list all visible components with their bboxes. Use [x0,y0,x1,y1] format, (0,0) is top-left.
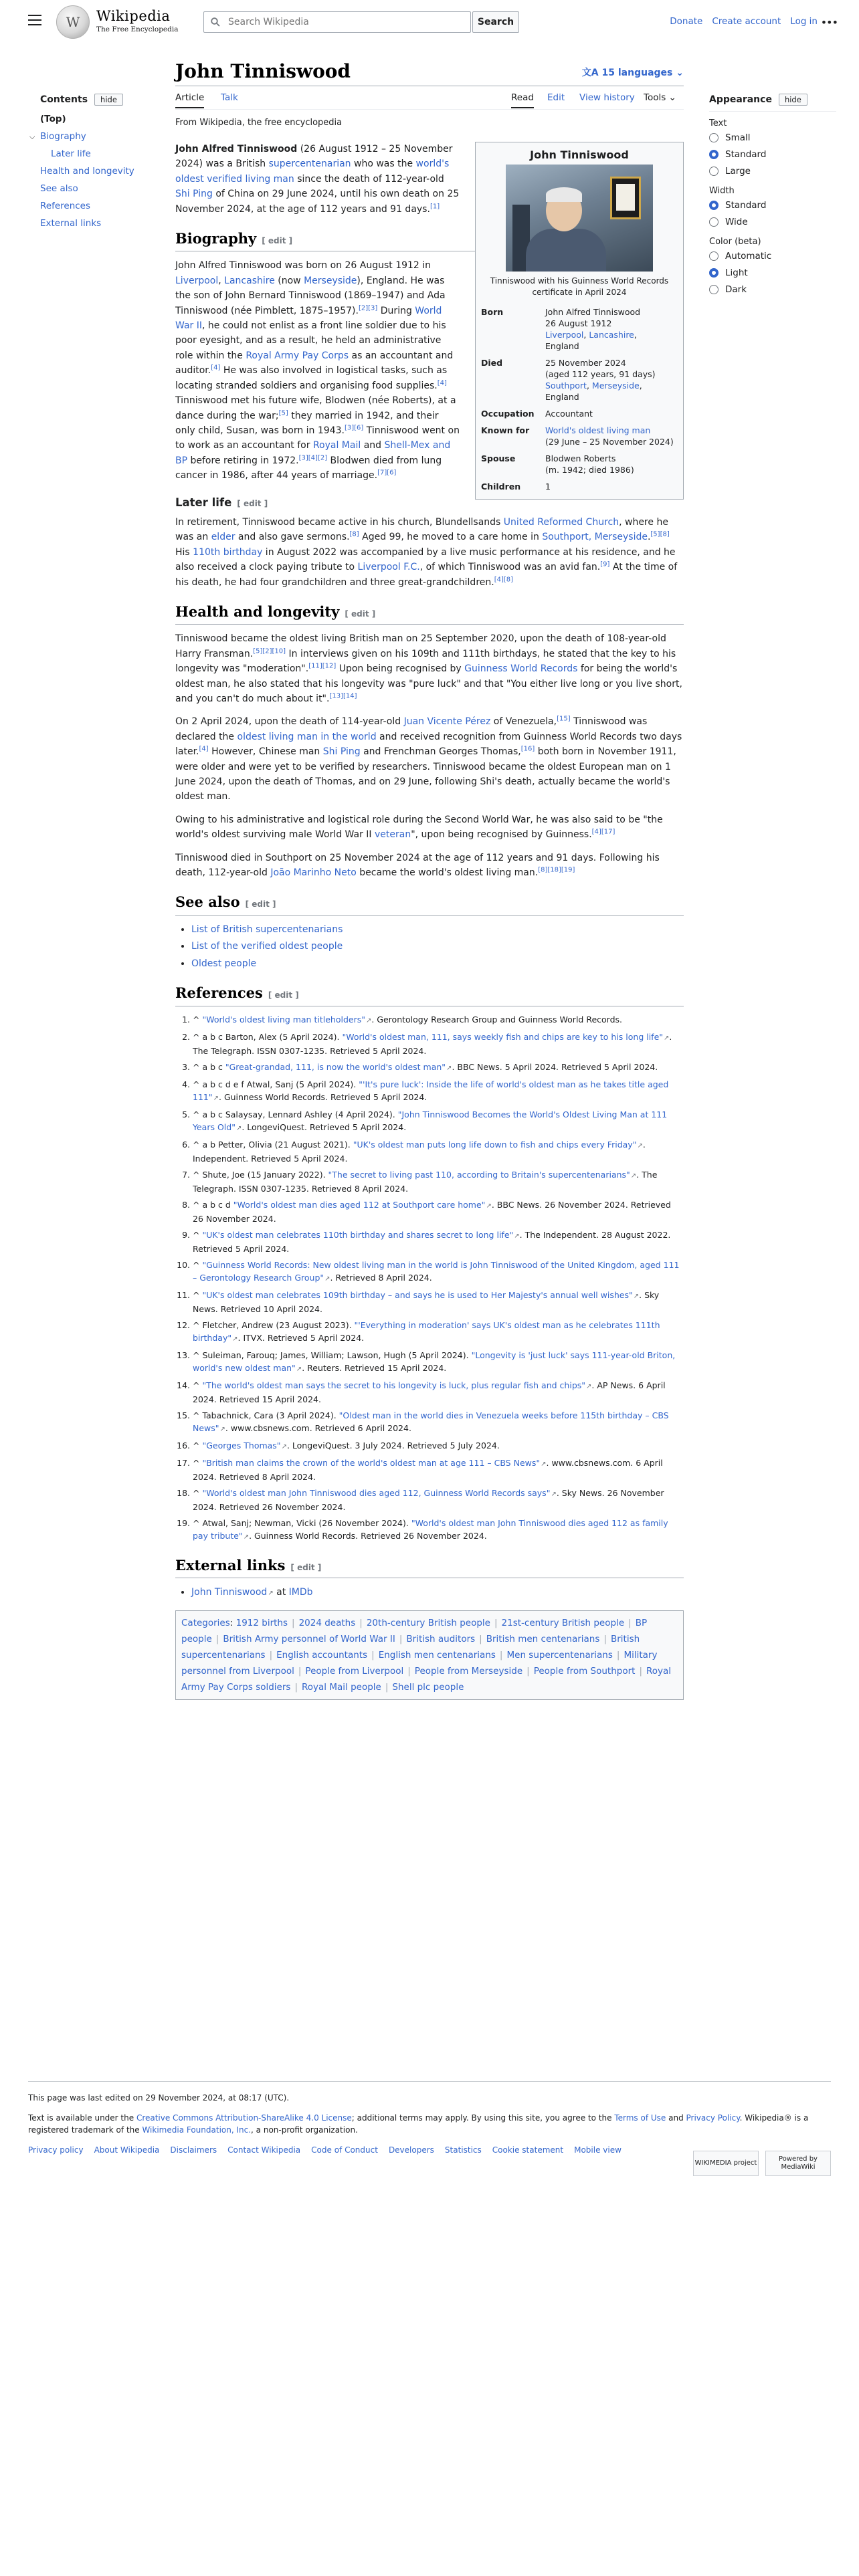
external-link-icon: ↗ [235,1124,242,1132]
reference-item: 5. ^ a b c Salaysay, Lennard Ashley (4 April 2024). "John Tinniswood Becomes the World's Oldest Living Man at 111 Years Old"↗. LongeviQuest. Retrieved 5 April 2024. [193,1108,684,1135]
reference-link[interactable]: "Great-grandad, 111, is now the world's oldest man" [225,1061,446,1072]
article-body [175,142,684,1700]
tab-view-history[interactable]: View history [579,92,635,103]
chevron-down-icon: ⌄ [666,92,676,103]
reference-item: 15. ^ Tabachnick, Cara (3 April 2024). "Oldest man in the world dies in Venezuela weeks before 115th birthday – CBS News"↗. www.cbsnews.com. Retrieved 6 April 2024. [193,1409,684,1436]
external-link-icon: ↗ [637,1142,643,1150]
code-of-conduct-link[interactable]: Code of Conduct [311,2145,378,2155]
portrait-image[interactable] [506,165,653,272]
toc-item-external-links[interactable]: External links [40,218,102,229]
text-standard-radio[interactable]: Standard [709,149,836,160]
shi-ping-link[interactable]: Shi Ping [175,189,213,200]
category-link[interactable]: British Army personnel of World War II [223,1634,395,1645]
reference-item: 16. ^ "Georges Thomas"↗. LongeviQuest. 3 July 2024. Retrieved 5 July 2024. [193,1439,684,1453]
text-small-radio[interactable]: Small [709,132,836,143]
log-in-link[interactable]: Log in [790,16,818,27]
mediawiki-badge[interactable]: Powered by MediaWiki [765,2151,831,2176]
reference-link[interactable]: "Guinness World Records: New oldest living man in the world is John Tinniswood of the United Kingdom, aged 111 – Gerontology Research Group" [193,1259,680,1283]
mobile-view-link[interactable]: Mobile view [574,2145,622,2155]
reference-item: 11. ^ "UK's oldest man celebrates 109th birthday – and says he is used to Her Majesty's annual well wishes"↗. Sky News. Retrieved 10 April 2024. [193,1289,684,1315]
external-link-icon: ↗ [232,1335,238,1343]
reference-link[interactable]: "Oldest man in the world dies in Venezuela weeks before 115th birthday – CBS News" [193,1410,669,1433]
statistics-link[interactable]: Statistics [444,2145,482,2155]
reference-link[interactable]: "World's oldest man dies aged 112 at Southport care home" [233,1199,486,1210]
category-link[interactable]: British supercentenarians [181,1634,640,1661]
certificate-frame-icon [610,177,641,219]
appearance-header: Appearance hide [709,94,836,112]
born-liverpool-link[interactable]: Liverpool [545,330,584,340]
edit-section-link[interactable]: [ edit ] [237,498,268,508]
width-wide-radio[interactable]: Wide [709,217,836,227]
categories-label[interactable]: Categories [181,1618,230,1629]
toc-title: Contents [40,94,88,105]
table-of-contents [29,94,167,235]
reference-link[interactable]: "John Tinniswood Becomes the World's Oldest Living Man at 111 Years Old" [193,1109,668,1132]
reference-item: 3. ^ a b c "Great-grandad, 111, is now the world's oldest man"↗. BBC News. 5 April 2024. Retrieved 5 April 2024. [193,1061,684,1075]
later-life-paragraph: In retirement, Tinniswood became active in his church, Blundellsands United Reformed Church, where he was an elder and also gave sermons.[8] Aged 99, he moved to a care home in Southport, Merseyside.[5][8] His 110th birthday in August 2022 was accompanied by a live music performance at his residence, and he also received a clock paying tribute to Liverpool F.C., of which Tinniswood was an avid fan.[9] At the time of his death, he had four grandchildren and three great-grandchildren.[4][8] [175,516,678,588]
category-link[interactable]: 21st-century British people [501,1618,625,1629]
wikipedia-tagline: The Free Encyclopedia [96,25,179,33]
category-link[interactable]: Royal Army Pay Corps soldiers [181,1666,672,1693]
infobox-table [480,304,679,495]
reference-link[interactable]: "Georges Thomas" [202,1440,281,1451]
category-link[interactable]: 20th-century British people [366,1618,490,1629]
infobox-title: John Tinniswood [530,148,629,161]
died-merseyside-link[interactable]: Merseyside [591,381,640,391]
external-link-icon: ↗ [213,1094,219,1102]
supercentenarian-link[interactable]: supercentenarian [268,158,351,170]
appearance-panel [709,94,836,304]
tab-edit[interactable]: Edit [547,92,565,103]
reference-item: 14. ^ "The world's oldest man says the secret to his longevity is luck, plus regular fish and chips"↗. AP News. 6 April 2024. Retrieved 15 April 2024. [193,1379,684,1406]
cookie-statement-link[interactable]: Cookie statement [492,2145,564,2155]
text-size-group: Text Small Standard Large [709,118,836,177]
reference-link[interactable]: "World's oldest man John Tinniswood dies aged 112 as family pay tribute" [193,1517,668,1541]
site-sub: From Wikipedia, the free encyclopedia [175,118,343,128]
toc-hide-button[interactable]: hide [94,94,123,106]
external-link-icon: ↗ [551,1490,557,1498]
category-link[interactable]: People from Southport [533,1666,636,1677]
color-automatic-radio[interactable]: Automatic [709,251,836,261]
tabs-divider [175,109,684,110]
health-paragraph-4: Tinniswood died in Southport on 25 November 2024 at the age of 112 years and 91 days. Following his death, 112-year-old João Marinho Neto became the world's oldest living man.[8][18][19] [175,852,660,879]
category-link[interactable]: Men supercentenarians [506,1650,613,1661]
reference-item: 12. ^ Fletcher, Andrew (23 August 2023). "'Everything in moderation' says UK's oldest man as he celebrates 111th birthday"↗. ITVX. Retrieved 5 April 2024. [193,1319,684,1346]
width-group: Width Standard Wide [709,186,836,227]
categories-box: Categories: 1912 births | 2024 deaths | 20th-century British people | 21st-century British people | BP people | British Army personnel of World War II | British auditors | British men centenarians | British supercentenarians | English accountants | English men centenarians | Men supercentenarians | Military personnel from Liverpool | People from Liverpool | People from Merseyside | People from Southport | Royal Army Pay Corps soldiers | Royal Mail people | Shell plc people [175,1610,684,1700]
references-list [193,1013,684,1543]
category-link[interactable]: People from Merseyside [414,1666,523,1677]
category-link[interactable]: English men centenarians [378,1650,496,1661]
appearance-hide-button[interactable]: hide [779,94,807,106]
infobox-row-died: Died 25 November 2024 (aged 112 years, 91 days) Southport, Merseyside, England [481,358,656,402]
external-link-icon: ↗ [633,1292,640,1300]
category-link[interactable]: People from Liverpool [305,1666,404,1677]
developers-link[interactable]: Developers [388,2145,434,2155]
reference-link[interactable]: "UK's oldest man celebrates 110th birthday and shares secret to long life" [202,1229,514,1240]
reference-link[interactable]: "World's oldest man, 111, says weekly fish and chips are key to his long life" [342,1031,664,1042]
text-large-radio[interactable]: Large [709,166,836,177]
external-link-icon: ↗ [324,1275,330,1283]
infobox-row-occupation: Occupation Accountant [481,409,593,419]
license-text: Text is available under the Creative Commons Attribution-ShareAlike 4.0 License; additional terms may apply. By using this site, you agree to the Terms of Use and Privacy Policy. Wikipedia® is a registered trademark of the Wikimedia Foundation, Inc., a non-profit organization. [28,2113,809,2135]
wikimedia-badge[interactable]: WIKIMEDIA project [693,2151,759,2176]
edit-section-link[interactable]: [ edit ] [245,899,276,909]
reference-item: 18. ^ "World's oldest man John Tinniswood dies aged 112, Guinness World Records says"↗. Sky News. 26 November 2024. Retrieved 26 November 2024. [193,1487,684,1513]
reference-link[interactable]: "British man claims the crown of the world's oldest man at age 111 – CBS News" [202,1457,541,1468]
tab-read[interactable]: Read [511,92,534,108]
citation[interactable]: [1] [430,202,440,210]
tab-talk[interactable]: Talk [221,92,238,103]
infobox-caption: Tinniswood with his Guinness World Records certificate in April 2024 [490,276,669,297]
list-item: • Oldest people [191,956,684,971]
category-link[interactable]: British auditors [406,1634,476,1645]
reference-item: 8. ^ a b c d "World's oldest man dies aged 112 at Southport care home"↗. BBC News. 26 November 2024. Retrieved 26 November 2024. [193,1198,684,1225]
reference-link[interactable]: "World's oldest living man titleholders" [202,1014,365,1025]
tab-article[interactable]: Article [175,92,204,108]
category-link[interactable]: 2024 deaths [298,1618,356,1629]
toc-item-health[interactable]: Health and longevity [40,166,134,177]
reference-item: 9. ^ "UK's oldest man celebrates 110th birthday and shares secret to long life"↗. The Independent. 28 August 2022. Retrieved 5 April 2024. [193,1228,684,1255]
color-dark-radio[interactable]: Dark [709,284,836,295]
category-link[interactable]: British men centenarians [486,1634,600,1645]
color-group: Color (beta) Automatic Light Dark [709,237,836,295]
reference-item: 4. ^ a b c d e f Atwal, Sanj (5 April 2024). "'It's pure luck': Inside the life of world's oldest man as he takes title aged 111"↗. Guinness World Records. Retrieved 5 April 2024. [193,1078,684,1105]
wikipedia-globe-logo[interactable] [56,5,90,39]
more-options-icon[interactable]: ••• [820,16,838,29]
reference-item: 1. ^ "World's oldest living man titleholders"↗. Gerontology Research Group and Guinness World Records. [193,1013,684,1027]
section-external-links: External links [ edit ] [175,1558,684,1578]
known-for-link[interactable]: World's oldest living man [545,425,651,435]
external-link-icon: ↗ [219,1425,225,1433]
external-links-list [191,1585,684,1601]
reference-item: 19. ^ Atwal, Sanj; Newman, Vicki (26 November 2024). "World's oldest man John Tinniswood dies aged 112 as family pay tribute"↗. Guinness World Records. Retrieved 26 November 2024. [193,1517,684,1543]
reference-link[interactable]: "UK's oldest man celebrates 109th birthday – and says he is used to Her Majesty's annual well wishes" [202,1289,633,1300]
health-paragraph-1: Tinniswood became the oldest living British man on 25 September 2020, upon the death of 108-year-old Harry Fransman.[5][2][10] In interviews given on his 109th and 111th birthdays, he stated that the key to his longevity was "moderation".[11][12] Upon being recognised by Guinness World Records for being the world's oldest man, he also stated that his longevity was "pure luck" and that "You either live long or you live short, and you can't do much about it".[13][14] [175,633,682,704]
edit-section-link[interactable]: [ edit ] [345,609,376,619]
imdb-name-link[interactable]: John Tinniswood [191,1586,268,1598]
search-button[interactable]: Search [472,11,519,33]
external-link-icon: ↗ [446,1064,452,1072]
infobox-row-born: Born John Alfred Tinniswood 26 August 1912 Liverpool, Lancashire, England [481,307,641,351]
chevron-down-icon: ⌄ [672,68,684,78]
search-input[interactable] [228,15,456,29]
last-edited: This page was last edited on 29 November 2024, at 08:17 (UTC). [28,2093,290,2103]
reference-item: 7. ^ Shute, Joe (15 January 2022). "The secret to living past 110, according to Britain's supercentenarians"↗. The Telegraph. ISSN 0307-1235. Retrieved 8 April 2024. [193,1168,684,1195]
external-link-icon: ↗ [296,1365,302,1373]
toc-item-biography[interactable]: ⌵ Biography [29,131,86,142]
external-link-icon: ↗ [541,1460,547,1468]
external-link-icon: ↗ [514,1232,520,1240]
search-box [203,11,471,33]
reference-link[interactable]: "Longevity is 'just luck' says 111-year-old Briton, world's new oldest man" [193,1350,676,1373]
edit-section-link[interactable]: [ edit ] [268,990,299,1000]
reference-item: 10. ^ "Guinness World Records: New oldest living man in the world is John Tinniswood of the United Kingdom, aged 111 – Gerontology Research Group"↗. Retrieved 8 April 2024. [193,1259,684,1285]
footer-divider [28,2081,831,2082]
search-icon [211,17,220,27]
page-footer [28,2092,831,2171]
section-see-also: See also [ edit ] [175,895,684,915]
edit-section-link[interactable]: [ edit ] [262,236,293,246]
external-link-icon: ↗ [365,1016,372,1025]
reference-item: 13. ^ Suleiman, Farouq; James, William; Lawson, Hugh (5 April 2024). "Longevity is 'just luck' says 111-year-old Briton, world's new oldest man"↗. Reuters. Retrieved 15 April 2024. [193,1349,684,1376]
donate-link[interactable]: Donate [670,16,703,27]
section-later-life: Later life [ edit ] [175,496,268,509]
list-item: • John Tinniswood↗ at IMDb [191,1585,684,1601]
toc-item-see-also[interactable]: See also [40,183,78,194]
oldest-man-link[interactable]: world's oldest verified living man [175,158,450,185]
category-link[interactable]: English accountants [276,1650,368,1661]
reference-item: 2. ^ a b c Barton, Alex (5 April 2024). "World's oldest man, 111, says weekly fish and chips are key to his long life"↗. The Telegraph. ISSN 0307-1235. Retrieved 5 April 2024. [193,1031,684,1057]
reference-item: 6. ^ a b Petter, Olivia (21 August 2021). "UK's oldest man puts long life down to fish and chips every Friday"↗. Independent. Retrieved 5 April 2024. [193,1138,684,1165]
about-link[interactable]: About Wikipedia [94,2145,160,2155]
reference-link[interactable]: "The secret to living past 110, according to Britain's supercentenarians" [328,1169,630,1180]
reference-link[interactable]: "UK's oldest man puts long life down to fish and chips every Friday" [353,1139,637,1150]
toc-item-later-life[interactable]: Later life [51,148,91,159]
section-biography: Biography [ edit ] [175,231,684,251]
category-link[interactable]: Royal Mail people [302,1682,381,1693]
see-also-list [191,922,684,971]
reference-link[interactable]: "The world's oldest man says the secret to his longevity is luck, plus regular fish and chips" [202,1380,586,1390]
infobox-row-children: Children 1 [481,481,551,492]
contact-link[interactable]: Contact Wikipedia [227,2145,301,2155]
health-paragraph-3: Owing to his administrative and logistical role during the Second World War, he was also said to be "the world's oldest surviving male World War II veteran", upon being recognised by Guinness.[4][17] [175,814,663,841]
reference-link[interactable]: "'It's pure luck': Inside the life of world's oldest man as he takes title aged 111" [193,1079,669,1102]
health-paragraph-2: On 2 April 2024, upon the death of 114-year-old Juan Vicente Pérez of Venezuela,[15] Tinniswood was declared the oldest living man in the world and received recognition from Guinness World Records two days later.[4] However, Chinese man Shi Ping and Frenchman Georges Thomas,[16] both born in November 1911, were older and were yet to be verified by researchers. Tinniswood became the oldest European man on 1 June 2024, upon the death of Thomas, and on 29 June, following Shi's death, actually became the world's oldest man. [175,715,682,802]
color-light-radio[interactable]: Light [709,267,836,278]
category-link[interactable]: Shell plc people [392,1682,464,1693]
list-item: • List of the verified oldest people [191,939,684,954]
biography-paragraph: John Alfred Tinniswood was born on 26 August 1912 in Liverpool, Lancashire (now Merseyside), England. He was the son of John Bernard Tinniswood (1869–1947) and Ada Tinniswood (née Pimblett, 1875–1957).[2][3] During World War II, he could not enlist as a front line soldier due to his poor eyesight, and as a result, he held an administrative role within the Royal Army Pay Corps as an accountant and auditor.[4] He was also involved in logistical tasks, such as locating stranded soldiers and organising food supplies.[4] Tinniswood met his future wife, Blodwen (née Roberts), at a dance during the war;[5] they married in 1942, and their only child, Susan, was born in 1943.[3][6] Tinniswood went on to work as an accountant for Royal Mail and Shell-Mex and BP before retiring in 1972.[3][4][2] Blodwen died from lung cancer in 1986, after 44 years of marriage.[7][6] [175,260,460,481]
language-button[interactable]: 文A 15 languages ⌄ [581,68,684,78]
language-icon: 文A [581,68,602,78]
lead-paragraph: John Alfred Tinniswood (26 August 1912 – 25 November 2024) was a British supercentenarian who was the world's oldest verified living man since the death of 112-year-old Shi Ping of China on 29 June 2024, until his own death on 25 November 2024, at the age of 112 years and 91 days.[1] [175,144,460,215]
infobox [475,142,684,500]
width-standard-radio[interactable]: Standard [709,200,836,211]
wikipedia-wordmark[interactable]: Wikipedia [96,8,171,24]
disclaimers-link[interactable]: Disclaimers [170,2145,217,2155]
born-lancashire-link[interactable]: Lancashire [589,330,634,340]
main-menu-icon[interactable] [28,15,41,25]
page-tabs [175,92,684,111]
personal-tools [670,16,818,27]
section-references: References [ edit ] [175,986,684,1006]
toc-header [40,94,167,106]
external-link-icon: ↗ [281,1442,287,1451]
tab-tools[interactable]: Tools ⌄ [644,92,676,103]
reference-link[interactable]: "World's oldest man John Tinniswood dies aged 112, Guinness World Records says" [202,1487,551,1498]
infobox-row-known-for: Known for World's oldest living man (29 June – 25 November 2024) [481,425,674,447]
edit-section-link[interactable]: [ edit ] [290,1562,322,1572]
category-link[interactable]: 1912 births [235,1618,288,1629]
section-health-longevity: Health and longevity [ edit ] [175,605,684,625]
external-link-icon: ↗ [268,1589,274,1597]
site-header [0,0,859,41]
external-link-icon: ↗ [486,1202,492,1210]
reference-link[interactable]: "'Everything in moderation' says UK's oldest man as he celebrates 111th birthday" [193,1319,660,1343]
category-link[interactable]: BP people [181,1618,648,1645]
died-southport-link[interactable]: Southport [545,381,587,391]
privacy-policy-link[interactable]: Privacy policy [28,2145,84,2155]
list-item: • List of British supercentenarians [191,922,684,937]
footer-badges [693,2151,831,2176]
page-title: John Tinniswood [175,60,351,82]
imdb-link[interactable]: IMDb [288,1586,313,1598]
toc-item-references[interactable]: References [40,201,91,211]
external-link-icon: ↗ [630,1172,637,1180]
external-link-icon: ↗ [664,1034,670,1042]
infobox-row-spouse: Spouse Blodwen Roberts (m. 1942; died 1986) [481,453,634,475]
toc-item-top[interactable]: (Top) [40,114,66,124]
external-link-icon: ↗ [243,1533,250,1541]
reference-item: 17. ^ "British man claims the crown of the world's oldest man at age 111 – CBS News"↗. www.cbsnews.com. 6 April 2024. Retrieved 8 April 2024. [193,1457,684,1483]
chevron-down-icon[interactable]: ⌵ [29,132,35,141]
external-link-icon: ↗ [586,1382,592,1390]
category-link[interactable]: Military personnel from Liverpool [181,1650,658,1677]
create-account-link[interactable]: Create account [712,16,781,27]
